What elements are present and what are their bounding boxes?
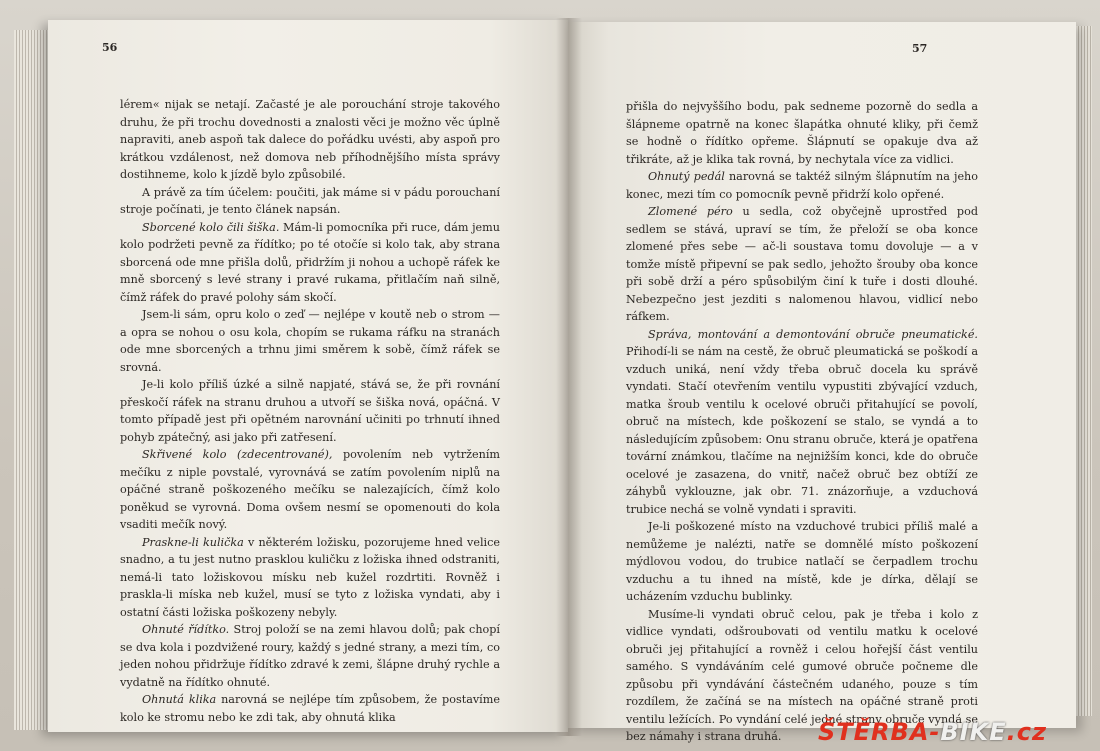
paragraph-heading: Praskne-li kulička — [142, 535, 244, 549]
paragraph — [120, 184, 500, 219]
paragraph — [120, 219, 500, 307]
paragraph-text: přišla do nejvyššího bodu, pak sedneme pozorně do sedla a šlápneme opatrně na konec šlapátka ohnuté kliky, při čemž se hodně o řídítko opřeme. Šlápnutí se opakuje dva až třikráte, až je klika tak rovná, by nechytala více za vidlici. — [626, 100, 978, 166]
paragraph-text: Je-li kolo příliš úzké a silně napjaté, stává se, že při rovnání přeskočí ráfek na stranu druhou a utvoří se šiška nová, opáčná. V tomto případě jest při opětném narovnání učiniti po trhnutí ihned pohyb zpátečný, asi jako při zatřesení. — [120, 378, 500, 444]
paragraph — [626, 168, 978, 203]
paragraph-text: Stroj položí se na zemi hlavou dolů; pak chopí se dva kola i pozdvižené roury, každý s jedné strany, a mezi tím, co jeden nohou přidržuje řídítko zdravé k zemi, šlápne druhý rychle a vydatně na řídítko ohnuté. — [120, 623, 501, 689]
left-page-text — [120, 96, 500, 726]
paragraph-heading: Ohnutý pedál — [648, 170, 725, 183]
paragraph-heading: Zlomené péro — [648, 205, 733, 218]
paragraph-heading: Sborcené kolo čili šiška. — [142, 220, 280, 234]
paragraph-text: Je-li poškozené místo na vzduchové trubici příliš malé a nemůžeme je nalézti, natře se domnělé místo poškození mýdlovou vodou, do trubice natlačí se čerpadlem trochu vzduchu a tu ihned na místě, kde je dírka, dělají se ucházením vzduchu bublinky. — [626, 520, 978, 603]
paragraph-heading: Ohnuté řídítko. — [142, 623, 230, 636]
paragraph-text: A právě za tím účelem: poučiti, jak máme si v pádu porouchaní stroje počínati, je tento článek napsán. — [120, 185, 500, 216]
paragraph — [120, 446, 500, 534]
watermark-logo — [818, 718, 1047, 746]
paragraph — [120, 306, 500, 376]
paragraph-heading: Ohnutá klika — [142, 693, 217, 706]
paragraph-text: v některém ložisku, pozorujeme hned velice snadno, a tu jest nutno prasklou kuličku z ložiska ihned odstraniti, nemá-li tato ložiskovou mísku neb kužel rozdrtiti. Rovněž i praskla-li míska neb kužel, musí se tyto z ložiska vyndati, aby i ostatní části ložiska poškozeny nebyly. — [120, 535, 500, 619]
paragraph-text: narovná se taktéž silným šlápnutím na jeho konec, mezi tím co pomocník pevně přidrží kolo opřené. — [626, 170, 979, 201]
paragraph — [626, 98, 978, 168]
paragraph-text: Mám-li pomocníka při ruce, dám jemu kolo podržeti pevně za řídítko; po té otočíe si kolo tak, aby strana sborcená ode mne přišla dolů, přidržím ji nohou a uchopě ráfek ke mně sborcený s levé strany i pravé rukama, přitlačím naň silně, čímž ráfek do pravé polohy sám skočí. — [120, 220, 500, 304]
paragraph-heading: Skřivené kolo (zdecentrované), — [142, 448, 333, 461]
watermark-part2: BIKE — [940, 718, 1007, 746]
paragraph-heading: Správa, montování a demontování obruče pneumatické. — [648, 327, 978, 341]
paragraph — [120, 96, 500, 184]
book-gutter — [556, 18, 582, 736]
paragraph-text: lérem« nijak se netají. Začasté je ale porouchání stroje takového druhu, že při trochu dovednosti a znalosti věci je možno věc úplně napraviti, aneb aspoň tak dalece do pořádku uvésti, aby aspoň pro krátkou vzdálenost, než domova neb příhodnějšího místa správy dostihneme, kolo k jízdě bylo způsobilé. — [120, 98, 500, 181]
paragraph-text: narovná se nejlépe tím způsobem, že postavíme kolo ke stromu nebo ke zdi tak, aby ohnutá klika — [120, 693, 500, 724]
watermark-separator: - — [929, 718, 941, 746]
paragraph-text: Jsem-li sám, opru kolo o zeď — nejlépe v koutě neb o strom — a opra se nohou o osu kola, chopím se rukama ráfku na stranách ode mne sborcených a trhnu jimi směrem k sobě, čímž ráfek se srovná. — [120, 308, 500, 374]
paragraph-text: povolením neb vytržením mečíku z niple povstalé, vyrovnává se zatím povolením niplů na opáčné straně poškozeného mečíku se nalezajících, čímž kolo poněkud se vyrovná. Doma ovšem nesmí se opomenouti do kola vsaditi mečík nový. — [120, 448, 500, 531]
paragraph — [626, 203, 978, 326]
left-page-number: 56 — [102, 41, 118, 54]
paragraph — [120, 691, 500, 726]
right-page-number: 57 — [912, 42, 928, 55]
paragraph — [120, 534, 500, 622]
paragraph — [626, 518, 978, 606]
paragraph — [626, 326, 978, 519]
paragraph — [120, 376, 500, 446]
paragraph-text: u sedla, což obyčejně uprostřed pod sedlem se stává, upraví se tím, že přeloží se oba konce zlomené přes sebe — ač-li soustava tomu dovoluje — a v tomže místě připevní se pak sedlo, jehožto šrouby oba konce při sobě drží a péro spůsobilým činí k tuře i dosti dlouhé. Nebezpečno jest jezditi s nalomenou hlavou, vidlicí nebo ráfkem. — [626, 205, 978, 323]
watermark-part3: .cz — [1006, 718, 1047, 746]
paragraph — [120, 621, 500, 691]
right-page-text — [626, 98, 978, 746]
watermark-part1: ŠTĚRBA — [818, 718, 930, 746]
paragraph-text: Musíme-li vyndati obruč celou, pak je třeba i kolo z vidlice vyndati, odšroubovati od ventilu matku k ocelové obruči jej přitahující a rovněž i celou hořejší část ventilu samého. S vyndáváním celé gumové obruče počneme dle způsobu při vyndávání částečném udaného, pouze s tím rozdílem, že začíná se na místech na opáčné straně proti ventilu ležících. Po vyndání celé jedné strany obruče vyndá se bez námahy i strana druhá. — [626, 607, 978, 743]
paragraph-text: Přihodí-li se nám na cestě, že obruč pleumatická se poškodí a vzduch uniká, není vždy třeba obruč docela ku správě vyndati. Stačí otevřením ventilu vypustiti zbývající vzduch, matka šroub ventilu k ocelové obruči přitahující se povolí, obruč na místech, kde poškození se stalo, se vyndá a to následujícím způsobem: Onu stranu obruče, která je opatřena tovární známkou, tlačíme na nejnižším konci, kde do obruče ocelové je zasazena, do vnitř, načež obruč bez obtíží ze záhybů vyklouzne, jak obr. 71. znázorňuje, a vzduchová trubice nechá se volně vyndati i spraviti. — [626, 345, 978, 516]
